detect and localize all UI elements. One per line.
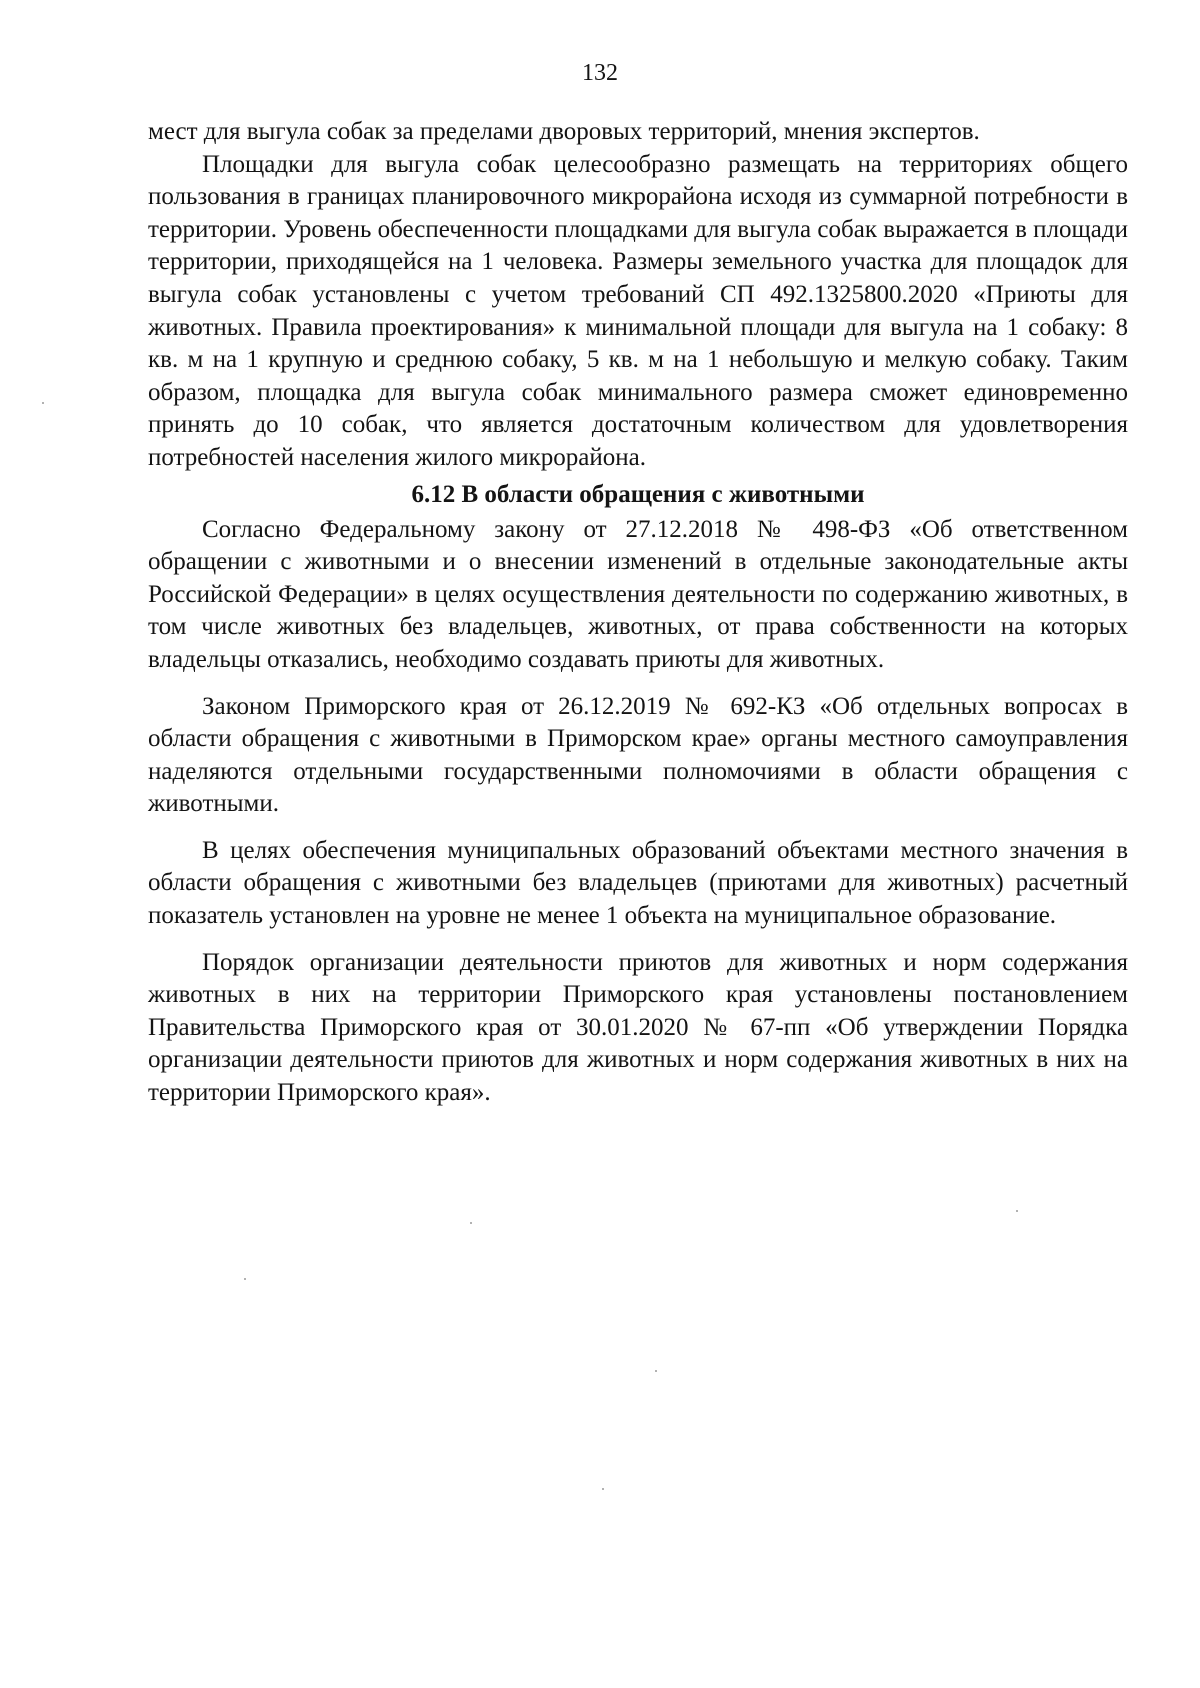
scan-speck	[655, 1370, 657, 1372]
scan-speck	[244, 1278, 246, 1280]
scan-speck	[470, 1222, 472, 1224]
paragraph-continuation: мест для выгула собак за пределами дворовых территорий, мнения экспертов.	[148, 118, 980, 145]
scan-speck	[1016, 1210, 1018, 1212]
paragraph-federal-law: Согласно Федеральному закону от 27.12.2018 № 498-ФЗ «Об ответственном обращении с животными и о внесении изменений в отдельные законодательные акты Российской Федерации» в целях осуществления деятельности по содержанию животных, в том числе животных без владельцев, животных, от права собственности на которых владельцы отказались, необходимо создавать приюты для животных.	[148, 515, 1128, 673]
scan-speck	[602, 1488, 604, 1490]
paragraph-dog-areas: Площадки для выгула собак целесообразно размещать на территориях общего пользования в границах планировочного микрорайона исходя из суммарной потребности в территории. Уровень обеспеченности площадками для выгула собак выражается в площади территории, приходящейся на 1 человека. Размеры земельного участка для площадок для выгула собак установлены с учетом требований СП 492.1325800.2020 «Приюты для животных. Правила проектирования» к минимальной площади для выгула на 1 собаку: 8 кв. м на 1 крупную и среднюю собаку, 5 кв. м на 1 небольшую и мелкую собаку. Таким образом, площадка для выгула собак минимального размера сможет единовременно принять до 10 собак, что является достаточным количеством для удовлетворения потребностей населения жилого микрорайона.	[148, 150, 1128, 471]
section-heading: 6.12 В области обращения с животными	[411, 480, 865, 508]
paragraph-calculation-indicator: В целях обеспечения муниципальных образований объектами местного значения в области обращения с животными без владельцев (приютами для животных) расчетный показатель установлен на уровне не менее 1 объекта на муниципальное образование.	[148, 836, 1128, 930]
page-number: 132	[582, 60, 618, 86]
scan-speck	[42, 402, 44, 404]
paragraph-regional-law: Законом Приморского края от 26.12.2019 № 692-КЗ «Об отдельных вопросах в области обращения с животными в Приморском крае» органы местного самоуправления наделяются отдельными государственными полномочиями в области обращения с животными.	[148, 692, 1128, 818]
document-body	[148, 116, 1128, 1110]
paragraph-shelter-procedure: Порядок организации деятельности приютов для животных и норм содержания животных в них на территории Приморского края установлены постановлением Правительства Приморского края от 30.01.2020 № 67-пп «Об утверждении Порядка организации деятельности приютов для животных и норм содержания животных в них на территории Приморского края».	[148, 948, 1128, 1107]
